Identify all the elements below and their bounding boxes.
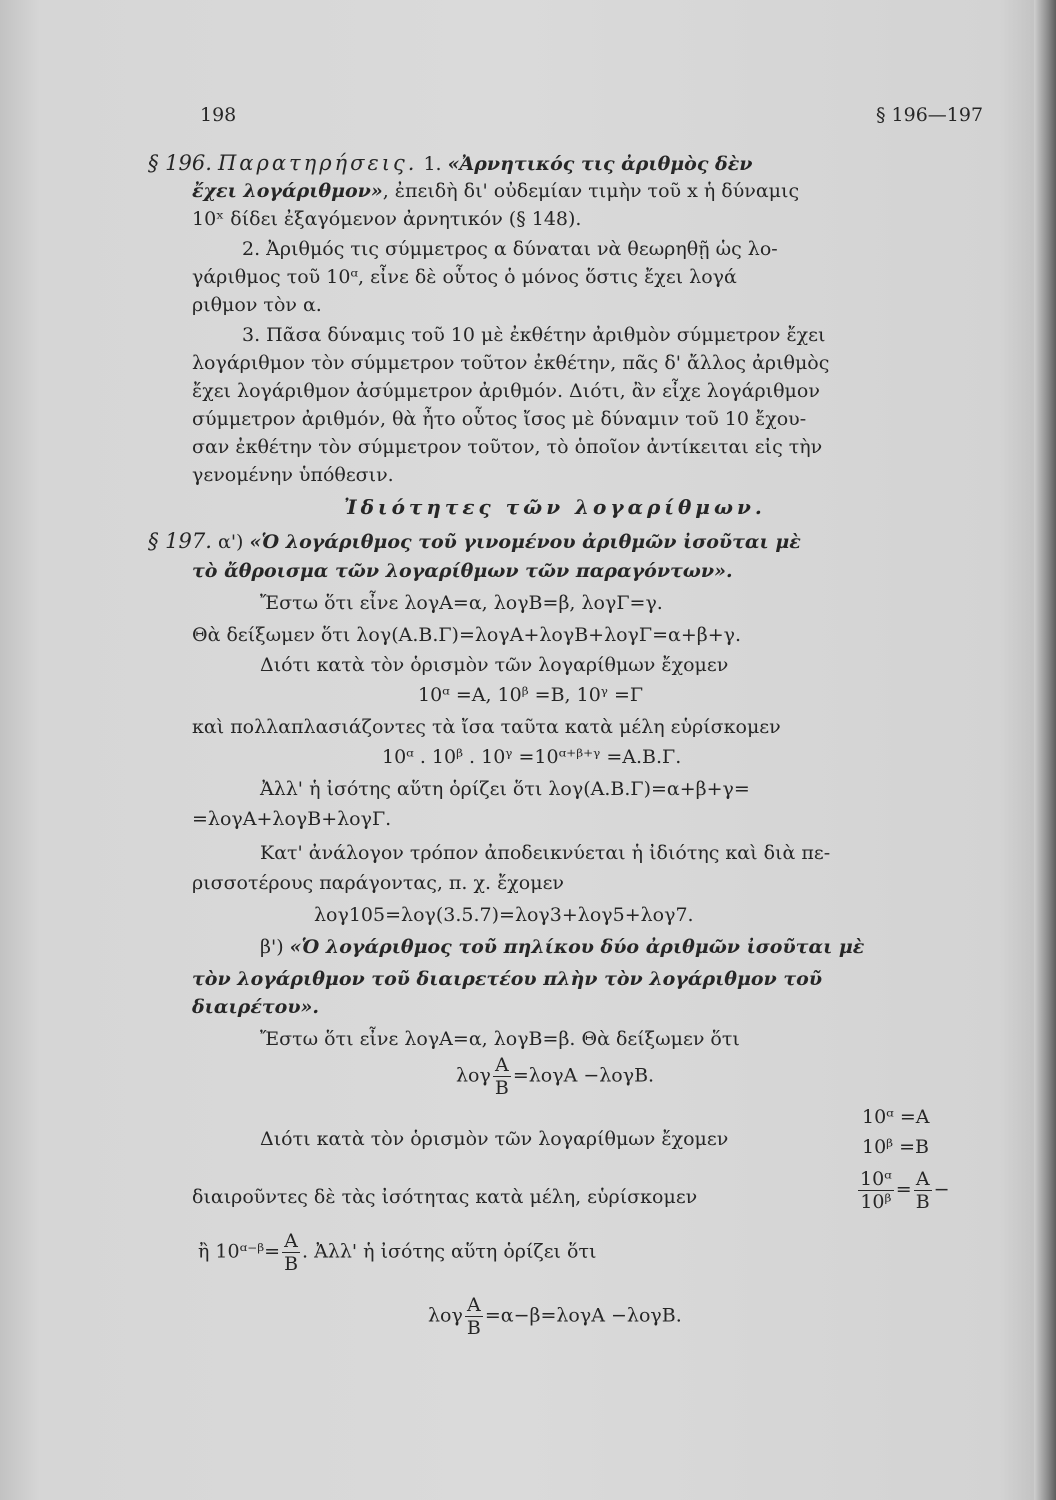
proof-a-line-6: =λογΑ+λογΒ+λογΓ. xyxy=(192,808,392,830)
proof-b-line-4 xyxy=(198,1230,596,1275)
proof-a-line-1: Ἔστω ὅτι εἶνε λογΑ=α, λογΒ=β, λογΓ=γ. xyxy=(260,592,663,614)
eq4-denominator: Β xyxy=(494,1077,509,1099)
remark-1-statement: «Ἀρνητικός τις ἀριθμὸς δὲν xyxy=(447,153,753,175)
equation-final xyxy=(428,1294,682,1339)
eq4-numerator: Α xyxy=(493,1054,511,1077)
proof-a-line-3: Διότι κατὰ τὸν ὁρισμὸν τῶν λογαρίθμων ἔχομεν xyxy=(260,654,729,676)
l14-prefix: ἢ 10ᵅ⁻ᵝ= xyxy=(198,1240,281,1263)
remark-2-line-3: ριθμον τὸν α. xyxy=(192,294,322,316)
property-a-label: α') xyxy=(217,531,244,553)
remark-3-line-1: 3. Πᾶσα δύναμις τοῦ 10 μὲ ἐκθέτην ἀριθμὸν σύμμετρον ἔχει xyxy=(242,324,826,346)
eq6-numerator-right: Α xyxy=(914,1168,932,1191)
proof-b-line-1: Ἔστω ὅτι εἶνε λογΑ=α, λογΒ=β. Θὰ δείξωμεν ὅτι xyxy=(260,1028,740,1050)
property-a-statement-end: τὸ ἄθροισμα τῶν λογαρίθμων τῶν παραγόντων». xyxy=(192,560,733,582)
remark-3-line-5: σαν ἐκθέτην τὸν σύμμετρον τοῦτον, τὸ ὁποῖον ἀντίκειται εἰς τὴν xyxy=(192,436,823,458)
proof-b-line-2: Διότι κατὰ τὸν ὁρισμὸν τῶν λογαρίθμων ἔχομεν xyxy=(260,1128,729,1150)
eq7-denominator: Β xyxy=(466,1317,481,1339)
remark-3-line-6: γενομένην ὑπόθεσιν. xyxy=(192,464,394,486)
remark-1-number: 1. xyxy=(423,153,442,175)
proof-a-line-4: καὶ πολλαπλασιάζοντες τὰ ἴσα ταῦτα κατὰ μέλη εὑρίσκομεν xyxy=(192,716,781,738)
eq6-fraction-right xyxy=(914,1168,932,1213)
section-196-line-1 xyxy=(148,150,752,177)
eq4-fraction xyxy=(493,1054,511,1099)
eq6-denominator-left: 10ᵝ xyxy=(860,1191,892,1213)
eq6-suffix: − xyxy=(933,1178,950,1201)
proof-a-line-7: Κατ' ἀνάλογον τρόπον ἀποδεικνύεται ἡ ἰδιότης καὶ διὰ πε- xyxy=(260,842,831,864)
section-197-line-1 xyxy=(148,528,801,555)
l14-fraction xyxy=(282,1230,300,1275)
equation-log-quotient xyxy=(456,1054,654,1099)
running-header: § 196—197 xyxy=(876,104,984,126)
eq7-fraction xyxy=(465,1294,483,1339)
property-b-statement-2: τὸν λογάριθμον τοῦ διαιρετέου πλὴν τὸν λογάριθμον τοῦ xyxy=(192,968,822,990)
proof-b-line-3: διαιροῦντες δὲ τὰς ἰσότητας κατὰ μέλη, εὑρίσκομεν xyxy=(192,1186,698,1208)
eq6-numerator-left: 10ᵅ xyxy=(860,1168,892,1190)
equation-powers: 10ᵅ =Α, 10ᵝ =Β, 10ᵞ =Γ xyxy=(418,684,644,706)
remark-2-line-2: γάριθμος τοῦ 10ᵅ, εἶνε δὲ οὗτος ὁ μόνος ὅστις ἔχει λογά xyxy=(192,266,737,288)
equation-product: 10ᵅ . 10ᵝ . 10ᵞ =10ᵅ⁺ᵝ⁺ᵞ =Α.Β.Γ. xyxy=(382,746,682,768)
l14-denominator: Β xyxy=(284,1253,299,1275)
subheading-properties: Ἰδιότητες τῶν λογαρίθμων. xyxy=(344,495,766,519)
equation-division xyxy=(856,1168,950,1213)
eq4-suffix: =λογΑ −λογΒ. xyxy=(512,1064,655,1087)
eq6-fraction-left xyxy=(858,1168,894,1213)
remark-3-line-3: ἔχει λογάριθμον ἀσύμμετρον ἀριθμόν. Διότι, ἂν εἶχε λογάριθμον xyxy=(192,380,820,402)
eq4-prefix: λογ xyxy=(456,1064,491,1087)
proof-a-line-5: Ἀλλ' ἡ ἰσότης αὕτη ὁρίζει ὅτι λογ(Α.Β.Γ)=α+β+γ= xyxy=(260,778,750,800)
property-b-label: β') xyxy=(260,936,284,958)
remark-1-line-3: 10ˣ δίδει ἐξαγόμενον ἀρνητικόν (§ 148). xyxy=(192,208,582,230)
l14-suffix: . Ἀλλ' ἡ ἰσότης αὕτη ὁρίζει ὅτι xyxy=(302,1240,597,1263)
page-edge-shadow xyxy=(1034,0,1056,1500)
proof-a-line-2: Θὰ δείξωμεν ὅτι λογ(Α.Β.Γ)=λογΑ+λογΒ+λογΓ=α+β+γ. xyxy=(192,624,742,646)
eq6-equals: = xyxy=(895,1178,912,1201)
property-a-statement: «Ὁ λογάριθμος τοῦ γινομένου ἀριθμῶν ἰσοῦται μὲ xyxy=(249,531,801,553)
eq6-denominator-right: Β xyxy=(915,1191,930,1213)
remark-1-statement-end: ἔχει λογάριθμον» xyxy=(192,180,383,202)
property-b-statement-3: διαιρέτου». xyxy=(192,996,319,1018)
page-number: 198 xyxy=(200,104,237,126)
property-b-line-1 xyxy=(260,934,864,960)
remark-2-line-1: 2. Ἀριθμός τις σύμμετρος α δύναται νὰ θεωρηθῇ ὡς λο- xyxy=(242,238,778,260)
remark-1-text: , ἐπειδὴ δι' οὐδεμίαν τιμὴν τοῦ x ἡ δύναμις xyxy=(382,180,800,202)
property-b-statement: «Ὁ λογάριθμος τοῦ πηλίκου δύο ἀριθμῶν ἰσοῦται μὲ xyxy=(289,936,865,958)
equation-def-alpha: 10ᵅ =Α xyxy=(862,1106,930,1128)
equation-def-beta: 10ᵝ =Β xyxy=(862,1136,930,1158)
section-196-number: § 196. xyxy=(148,151,212,175)
eq7-numerator: Α xyxy=(465,1294,483,1317)
eq7-suffix: =α−β=λογΑ −λογΒ. xyxy=(484,1304,682,1327)
section-196-title: Παρατηρήσεις. xyxy=(217,151,418,175)
proof-a-line-8: ρισσοτέρους παράγοντας, π. χ. ἔχομεν xyxy=(192,872,564,894)
l14-numerator: Α xyxy=(282,1230,300,1253)
section-197-number: § 197. xyxy=(148,529,212,553)
remark-1-line-2 xyxy=(192,178,799,204)
remark-3-line-4: σύμμετρον ἀριθμόν, θὰ ἦτο οὗτος ἴσος μὲ δύναμιν τοῦ 10 ἔχου- xyxy=(192,408,807,430)
equation-log105: λογ105=λογ(3.5.7)=λογ3+λογ5+λογ7. xyxy=(314,904,694,926)
remark-3-line-2: λογάριθμον τὸν σύμμετρον τοῦτον ἐκθέτην, πᾶς δ' ἄλλος ἀριθμὸς xyxy=(192,352,830,374)
eq7-prefix: λογ xyxy=(428,1304,463,1327)
